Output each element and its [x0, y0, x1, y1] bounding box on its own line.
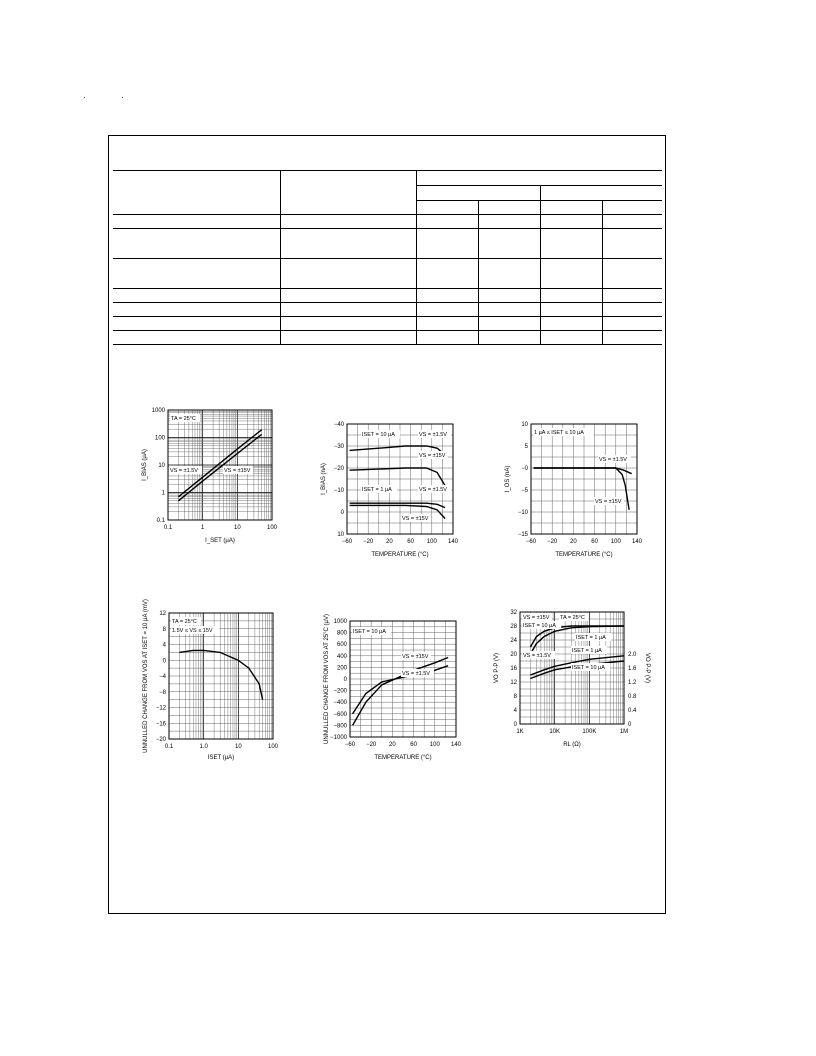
y-tick-label-right: 2.0 — [628, 652, 637, 658]
y-tick-label: 28 — [510, 624, 517, 630]
speck: · — [83, 93, 86, 102]
y-axis-label-right: VO P-P (V) — [644, 653, 650, 683]
y-tick-label: 200 — [336, 665, 347, 672]
x-tick-label: 10 — [233, 525, 241, 531]
annotation-label: VS = ±15V — [224, 468, 251, 474]
y-tick-label: 32 — [510, 610, 517, 616]
y-tick-label: 0 — [340, 510, 344, 516]
x-tick-label: 140 — [631, 539, 643, 545]
y-tick-label-right: 0.4 — [628, 708, 637, 714]
y-axis-label: UNNULLED CHANGE FROM VOS AT ISET = 10 µA (mV) — [143, 599, 149, 753]
table-rule — [416, 200, 662, 201]
x-tick-label: −20 — [366, 742, 377, 748]
x-axis-label: TEMPERATURE (°C) — [555, 552, 613, 558]
y-tick-label: −400 — [333, 700, 347, 707]
y-tick-label: −0 — [521, 466, 528, 472]
x-tick-label: 100 — [610, 539, 621, 545]
y-axis-label: VO P-P (V) — [494, 653, 500, 683]
y-tick-label: −800 — [333, 723, 347, 730]
x-tick-label: 1.0 — [199, 744, 208, 750]
chart-vos-change-vs-temperature — [310, 615, 470, 760]
table-col-rule — [416, 170, 417, 344]
x-tick-label: 100 — [266, 525, 278, 531]
y-tick-label: −10 — [333, 488, 344, 494]
table-col-rule — [478, 200, 479, 344]
annotation-label: 1.5V ≤ VS ≤ 15V — [172, 628, 213, 634]
chart-ios-vs-temperature — [497, 416, 647, 561]
annotation-label: VS = ±1.5V — [523, 653, 551, 659]
y-tick-label: 1000 — [333, 619, 347, 625]
x-tick-label: 10 — [234, 744, 242, 750]
y-tick-label: 4 — [162, 642, 166, 649]
x-tick-label: 140 — [450, 742, 462, 748]
x-tick-label: 0.1 — [164, 744, 174, 750]
series-line — [350, 468, 446, 486]
table-col-rule — [602, 200, 603, 344]
x-axis-label: RL (Ω) — [563, 742, 581, 748]
y-tick-label: −10 — [517, 510, 528, 516]
x-tick-label: 100 — [429, 742, 440, 748]
annotation-label: VS = ±1.5V — [170, 468, 198, 474]
series-line — [353, 658, 449, 726]
y-tick-label: −200 — [333, 688, 347, 695]
x-tick-label: 1K — [516, 729, 524, 735]
y-tick-label: 12 — [159, 611, 166, 617]
annotation-label: VS = ±15V — [523, 615, 550, 621]
y-tick-label: −40 — [333, 422, 344, 428]
y-tick-label: −20 — [155, 737, 166, 743]
annotation-label: ISET = 10 µA — [353, 629, 386, 635]
x-tick-label: 0.1 — [163, 525, 173, 531]
annotation-label: TA = 25°C — [560, 615, 585, 621]
y-tick-label: 10 — [158, 463, 165, 469]
y-tick-label: 24 — [510, 638, 517, 644]
y-tick-label: 12 — [510, 680, 517, 686]
chart-vos-change-vs-iset — [125, 599, 280, 761]
table-rule — [113, 316, 662, 317]
table-rule — [113, 258, 662, 259]
y-tick-label: −5 — [521, 488, 528, 494]
x-tick-label: 100K — [582, 729, 597, 735]
spec-table — [113, 170, 662, 345]
table-rule — [113, 302, 662, 303]
y-tick-label: 10 — [337, 532, 344, 538]
chart-ibias-vs-temperature — [305, 416, 470, 561]
y-tick-label: −1000 — [330, 735, 347, 741]
x-tick-label: 60 — [410, 742, 417, 748]
x-tick-label: −60 — [341, 539, 353, 545]
y-tick-label: −4 — [159, 674, 166, 680]
y-tick-label: 20 — [510, 652, 517, 658]
annotation-label: ISET = 1 µA — [572, 648, 602, 654]
y-tick-label: −8 — [159, 689, 166, 696]
x-tick-label: −60 — [525, 539, 537, 545]
annotation-label: ISET = 1 µA — [362, 487, 392, 493]
series-line — [178, 430, 261, 497]
y-tick-label: 16 — [510, 666, 517, 672]
x-tick-label: −20 — [363, 539, 374, 545]
x-tick-label: 140 — [447, 539, 459, 545]
y-tick-label: −600 — [333, 711, 347, 718]
y-tick-label: 1 — [161, 490, 165, 497]
table-rule — [113, 288, 662, 289]
y-tick-label: 8 — [162, 626, 166, 633]
annotation-label: ISET = 10 µA — [362, 432, 395, 438]
y-axis-label: I_BIAS (µA) — [142, 449, 148, 481]
annotation-label: VS = ±1.5V — [402, 671, 430, 677]
x-tick-label: 1 — [200, 525, 205, 531]
x-tick-label: −20 — [547, 539, 558, 545]
x-axis-label: TEMPERATURE (°C) — [371, 552, 429, 558]
annotation-label: 1 µA ≤ ISET ≤ 10 µA — [534, 430, 584, 436]
annotation-label: VS = ±1.5V — [419, 487, 447, 493]
x-tick-label: 100 — [426, 539, 437, 545]
y-tick-label: 0.1 — [156, 518, 165, 524]
table-rule — [113, 214, 662, 215]
y-tick-label: 5 — [524, 444, 528, 450]
y-tick-label-right: 1.2 — [628, 680, 637, 686]
y-tick-label: 400 — [336, 653, 347, 660]
x-tick-label: 10K — [549, 729, 561, 735]
y-tick-label: 0 — [343, 677, 347, 683]
y-tick-label: 4 — [513, 708, 517, 714]
x-axis-label: I_SET (µA) — [205, 538, 235, 544]
y-tick-label: 10 — [521, 422, 528, 428]
x-tick-label: 20 — [386, 539, 393, 545]
annotation-label: ISET = 10 µA — [523, 623, 556, 629]
y-tick-label-right: 0.8 — [628, 694, 637, 700]
x-tick-label: 100 — [267, 744, 279, 750]
x-tick-label: 60 — [591, 539, 598, 545]
table-rule — [416, 185, 662, 186]
annotation-label: TA = 25°C — [172, 619, 197, 625]
y-tick-label: −30 — [333, 444, 344, 450]
speck: · — [121, 93, 124, 102]
table-col-rule — [280, 170, 281, 344]
y-tick-label: 600 — [336, 642, 347, 649]
y-axis-label: I_BIAS (nA) — [321, 463, 327, 495]
annotation-label: ISET = 10 µA — [572, 665, 605, 671]
table-rule — [113, 170, 662, 171]
x-axis-label: ISET (µA) — [207, 755, 235, 761]
y-tick-label: 0 — [513, 722, 517, 728]
y-tick-label-right: 0 — [628, 722, 632, 728]
annotation-label: VS = ±15V — [402, 654, 429, 660]
y-tick-label: 8 — [513, 694, 517, 700]
x-tick-label: 1M — [619, 729, 629, 735]
annotation-label: VS = ±15V — [595, 499, 622, 505]
table-rule — [113, 330, 662, 331]
table-rule — [113, 344, 662, 345]
annotation-label: VS = ±1.5V — [419, 432, 447, 438]
series-line — [179, 650, 262, 699]
annotation-label: TA = 25°C — [171, 416, 196, 422]
annotation-label: VS = ±15V — [419, 453, 446, 459]
table-col-rule — [540, 185, 541, 344]
y-axis-label: UNNULLED CHANGE FROM VOS AT 25°C (µV) — [324, 614, 330, 744]
chart-vopp-vs-rl — [488, 608, 653, 758]
y-tick-label: −16 — [155, 721, 166, 728]
table-rule — [113, 228, 662, 229]
annotation-label: VS = ±1.5V — [599, 457, 627, 463]
y-tick-label-right: 1.6 — [628, 666, 637, 672]
y-tick-label: −15 — [517, 532, 528, 538]
x-axis-label: TEMPERATURE (°C) — [374, 755, 432, 761]
x-tick-label: 20 — [389, 742, 396, 748]
x-tick-label: 60 — [407, 539, 414, 545]
y-axis-label: I_OS (nA) — [505, 465, 511, 493]
chart-ibias-vs-iset — [140, 402, 290, 562]
y-tick-label: −12 — [155, 705, 166, 712]
y-tick-label: 100 — [154, 435, 165, 442]
y-tick-label: 0 — [162, 658, 166, 665]
annotation-label: VS = ±15V — [402, 516, 429, 522]
y-tick-label: 1000 — [151, 408, 165, 414]
x-tick-label: 20 — [570, 539, 577, 545]
annotation-label: ISET = 1 µA — [576, 635, 606, 641]
y-tick-label: −20 — [333, 466, 344, 472]
y-tick-label: 800 — [336, 630, 347, 637]
x-tick-label: −60 — [344, 742, 356, 748]
